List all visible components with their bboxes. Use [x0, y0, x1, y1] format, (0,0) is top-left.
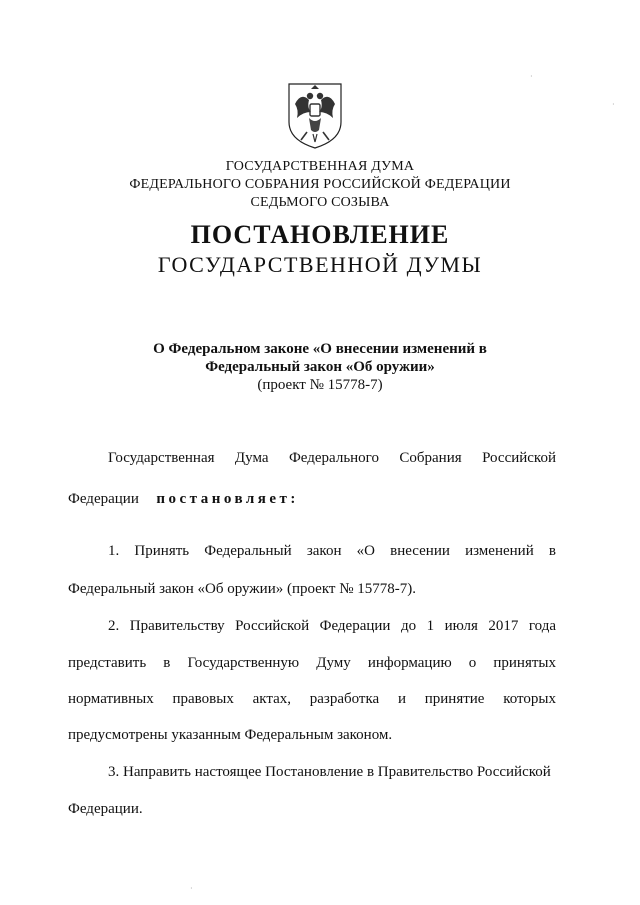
document-title: ПОСТАНОВЛЕНИЕ — [190, 220, 450, 249]
item-1-line-2: Федеральный закон «Об оружии» (проект № 15778-7). — [68, 581, 417, 597]
item-2-line-1: 2. Правительству Российской Федерации до 1 июля 2017 года — [108, 618, 556, 634]
preamble-federation: Федерации — [68, 491, 139, 507]
resolves-word: постановляет: — [156, 491, 299, 507]
scan-speck: · — [190, 884, 193, 893]
subject-line-1: О Федеральном законе «О внесении изменений в — [153, 341, 487, 357]
item-2-line-2: представить в Государственную Думу информацию о принятых — [68, 655, 556, 671]
coat-of-arms-emblem — [283, 78, 347, 150]
header-line-3: СЕДЬМОГО СОЗЫВА — [250, 195, 390, 210]
item-1-line-1: 1. Принять Федеральный закон «О внесении изменений в — [108, 543, 556, 559]
scan-speck: · — [530, 72, 533, 81]
preamble-line-1: Государственная Дума Федерального Собрания Российской — [108, 450, 556, 466]
scan-speck: · — [612, 100, 615, 109]
item-2-line-4: предусмотрены указанным Федеральным законом. — [68, 727, 393, 743]
item-3-line-1: 3. Направить настоящее Постановление в Правительство Российской — [108, 764, 551, 780]
header-line-2: ФЕДЕРАЛЬНОГО СОБРАНИЯ РОССИЙСКОЙ ФЕДЕРАЦИИ — [129, 177, 511, 192]
item-2-line-3: нормативных правовых актах, разработка и принятие которых — [68, 691, 556, 707]
preamble-line-2 — [68, 490, 556, 508]
document-subtitle: ГОСУДАРСТВЕННОЙ ДУМЫ — [157, 252, 483, 277]
subject-line-2: Федеральный закон «Об оружии» — [205, 359, 435, 375]
header-line-1: ГОСУДАРСТВЕННАЯ ДУМА — [225, 159, 415, 174]
project-number: (проект № 15778-7) — [257, 377, 383, 393]
item-3-line-2: Федерации. — [68, 801, 143, 817]
